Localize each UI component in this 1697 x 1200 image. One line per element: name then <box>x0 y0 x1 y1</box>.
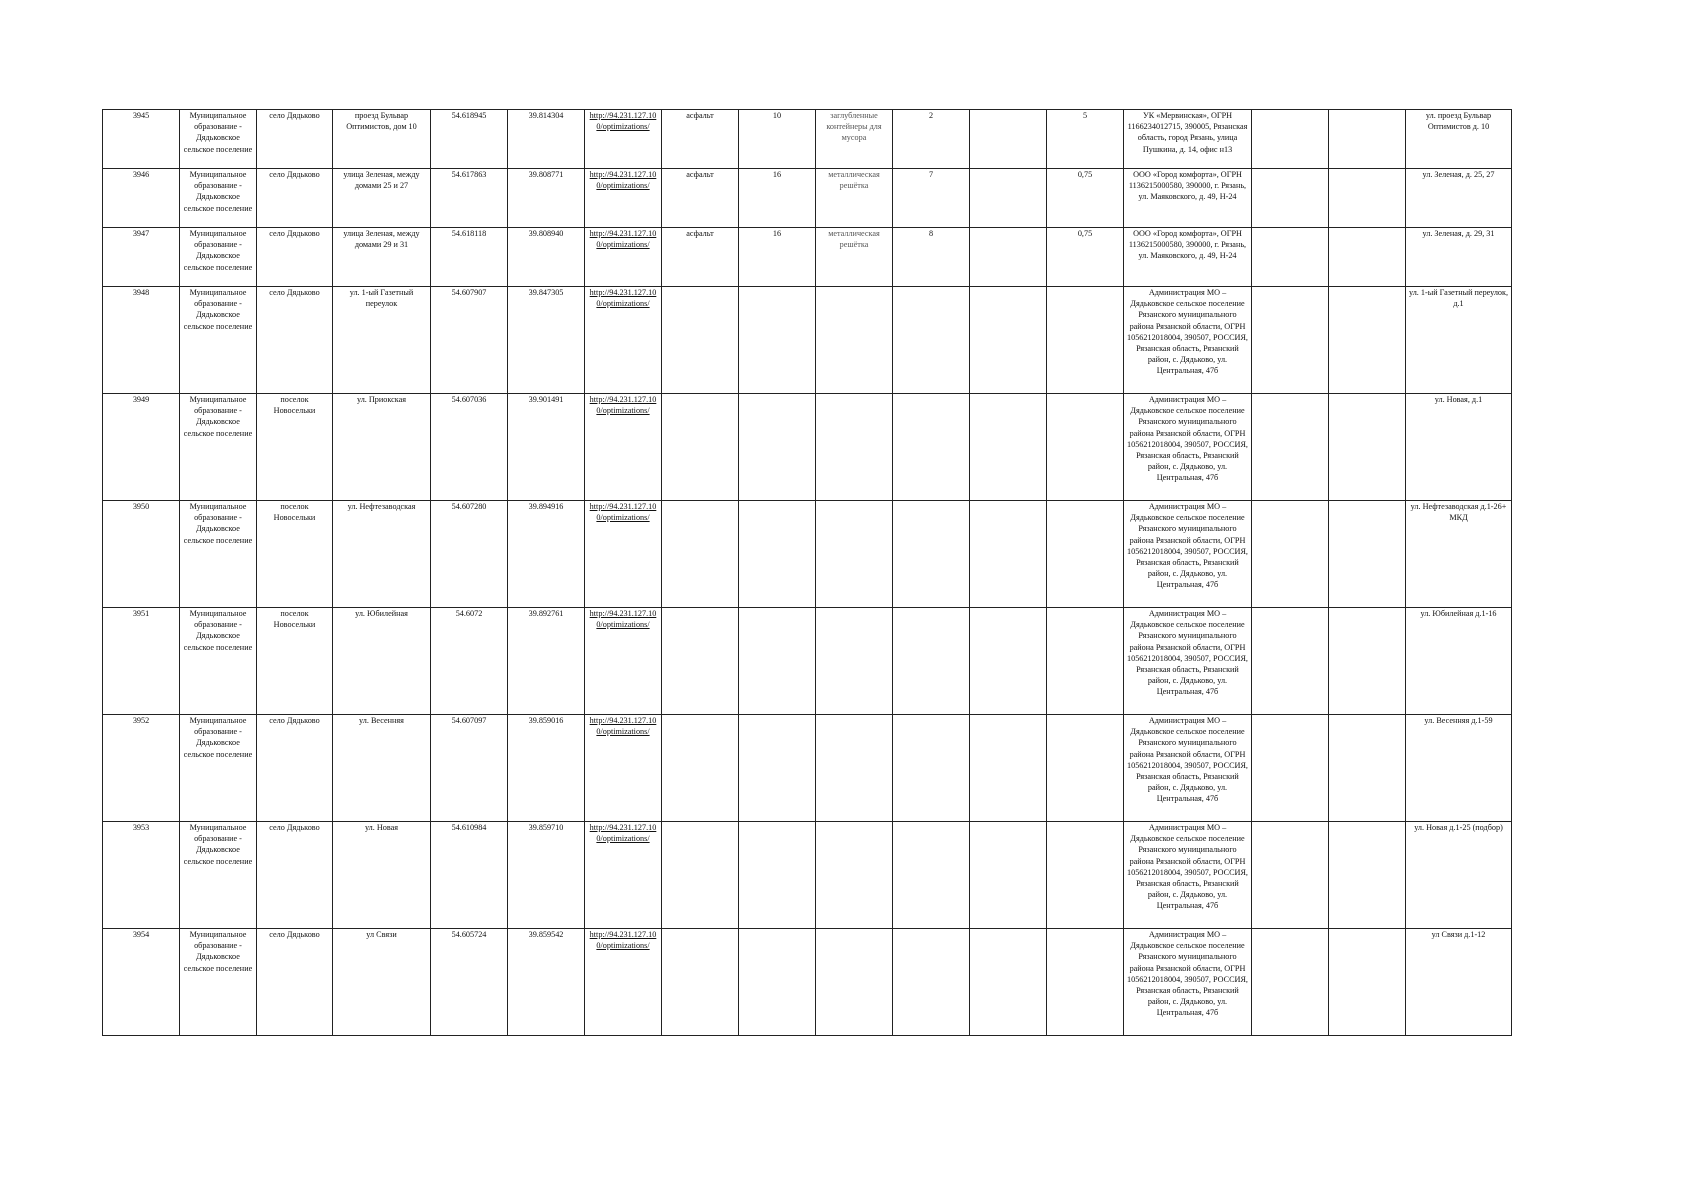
extra-cell <box>970 394 1047 501</box>
waste-sources-cell: ул. Зеленая, д. 29, 31 <box>1406 228 1512 287</box>
longitude-cell: 39.808771 <box>508 169 585 228</box>
longitude-cell: 39.859016 <box>508 715 585 822</box>
empty-cell-15 <box>1252 394 1329 501</box>
empty-cell-16 <box>1329 169 1406 228</box>
address-cell: улица Зеленая, между домами 25 и 27 <box>333 169 431 228</box>
row-number-cell: 3945 <box>103 110 180 169</box>
extra-cell <box>970 608 1047 715</box>
owner-cell <box>1124 110 1252 169</box>
volume-cell: 0,75 <box>1047 169 1124 228</box>
settlement-cell: село Дядьково <box>257 169 333 228</box>
owner-text: Администрация МО – Дядьковское сельское поселение Рязанского муниципального района Рязанской области, ОГРН 1056212018004, 390507, РОССИЯ, Рязанская область, Рязанский район, с. Дядьково, ул. Центральная, 47б <box>1127 716 1248 804</box>
municipality-cell: Муниципальное образование - Дядьковское сельское поселение <box>180 822 257 929</box>
address-cell: ул Связи <box>333 929 431 1036</box>
longitude-cell: 39.808940 <box>508 228 585 287</box>
empty-cell-16 <box>1329 929 1406 1036</box>
longitude-cell: 39.859710 <box>508 822 585 929</box>
longitude-cell: 39.859542 <box>508 929 585 1036</box>
map-link-cell[interactable] <box>585 929 662 1036</box>
owner-cell <box>1124 394 1252 501</box>
latitude-cell: 54.617863 <box>431 169 508 228</box>
registry-table <box>102 109 1512 1036</box>
row-number-cell: 3954 <box>103 929 180 1036</box>
map-link[interactable]: http://94.231.127.10 0/optimizations/ <box>589 395 657 416</box>
waste-sources-cell: ул. проезд Бульвар Оптимистов д. 10 <box>1406 110 1512 169</box>
row-number-cell: 3952 <box>103 715 180 822</box>
address-cell: проезд Бульвар Оптимистов, дом 10 <box>333 110 431 169</box>
map-link-cell[interactable] <box>585 394 662 501</box>
container-count-cell <box>893 822 970 929</box>
waste-sources-cell: ул. Весенняя д.1-59 <box>1406 715 1512 822</box>
surface-cell <box>662 715 739 822</box>
surface-cell <box>662 608 739 715</box>
longitude-cell: 39.901491 <box>508 394 585 501</box>
container-count-cell <box>893 501 970 608</box>
area-cell <box>739 501 816 608</box>
container-count-cell <box>893 287 970 394</box>
table-row <box>103 822 1512 929</box>
surface-cell: асфальт <box>662 110 739 169</box>
container-type-cell <box>816 929 893 1036</box>
waste-sources-cell: ул. Новая, д.1 <box>1406 394 1512 501</box>
settlement-cell: село Дядьково <box>257 228 333 287</box>
extra-cell <box>970 228 1047 287</box>
container-count-cell <box>893 394 970 501</box>
empty-cell-15 <box>1252 287 1329 394</box>
volume-cell <box>1047 715 1124 822</box>
table-row <box>103 228 1512 287</box>
address-cell: ул. Юбилейная <box>333 608 431 715</box>
row-number-cell: 3949 <box>103 394 180 501</box>
latitude-cell: 54.6072 <box>431 608 508 715</box>
surface-cell <box>662 929 739 1036</box>
owner-cell <box>1124 715 1252 822</box>
area-cell <box>739 394 816 501</box>
container-type-cell: металлическая решётка <box>816 169 893 228</box>
container-type-cell <box>816 287 893 394</box>
latitude-cell: 54.605724 <box>431 929 508 1036</box>
volume-cell: 5 <box>1047 110 1124 169</box>
map-link[interactable]: http://94.231.127.10 0/optimizations/ <box>589 170 657 191</box>
empty-cell-15 <box>1252 608 1329 715</box>
registry-table-body <box>103 110 1512 1036</box>
map-link-cell[interactable] <box>585 287 662 394</box>
empty-cell-16 <box>1329 501 1406 608</box>
municipality-cell: Муниципальное образование - Дядьковское сельское поселение <box>180 394 257 501</box>
map-link-cell[interactable] <box>585 169 662 228</box>
address-cell: ул. Новая <box>333 822 431 929</box>
municipality-cell: Муниципальное образование - Дядьковское сельское поселение <box>180 608 257 715</box>
latitude-cell: 54.607036 <box>431 394 508 501</box>
empty-cell-16 <box>1329 608 1406 715</box>
municipality-cell: Муниципальное образование - Дядьковское сельское поселение <box>180 501 257 608</box>
volume-cell: 0,75 <box>1047 228 1124 287</box>
table-row <box>103 394 1512 501</box>
map-link-cell[interactable] <box>585 715 662 822</box>
owner-cell <box>1124 929 1252 1036</box>
empty-cell-15 <box>1252 929 1329 1036</box>
surface-cell <box>662 394 739 501</box>
map-link[interactable]: http://94.231.127.10 0/optimizations/ <box>589 716 657 737</box>
waste-sources-cell: ул. Юбилейная д.1-16 <box>1406 608 1512 715</box>
container-type-cell: металлическая решётка <box>816 228 893 287</box>
owner-cell <box>1124 287 1252 394</box>
waste-sources-cell: ул. Зеленая, д. 25, 27 <box>1406 169 1512 228</box>
map-link[interactable]: http://94.231.127.10 0/optimizations/ <box>589 288 657 309</box>
table-row <box>103 929 1512 1036</box>
owner-text: Администрация МО – Дядьковское сельское поселение Рязанского муниципального района Рязанской области, ОГРН 1056212018004, 390507, РОССИЯ, Рязанская область, Рязанский район, с. Дядьково, ул. Центральная, 47б <box>1127 502 1248 590</box>
address-cell: ул. Нефтезаводская <box>333 501 431 608</box>
municipality-cell: Муниципальное образование - Дядьковское сельское поселение <box>180 228 257 287</box>
extra-cell <box>970 715 1047 822</box>
owner-cell <box>1124 608 1252 715</box>
container-count-cell <box>893 715 970 822</box>
longitude-cell: 39.814304 <box>508 110 585 169</box>
empty-cell-16 <box>1329 822 1406 929</box>
map-link[interactable]: http://94.231.127.10 0/optimizations/ <box>589 111 657 132</box>
empty-cell-16 <box>1329 228 1406 287</box>
empty-cell-16 <box>1329 287 1406 394</box>
row-number-cell: 3950 <box>103 501 180 608</box>
owner-text: Администрация МО – Дядьковское сельское поселение Рязанского муниципального района Рязанской области, ОГРН 1056212018004, 390507, РОССИЯ, Рязанская область, Рязанский район, с. Дядьково, ул. Центральная, 47б <box>1127 609 1248 697</box>
owner-text: Администрация МО – Дядьковское сельское поселение Рязанского муниципального района Рязанской области, ОГРН 1056212018004, 390507, РОССИЯ, Рязанская область, Рязанский район, с. Дядьково, ул. Центральная, 47б <box>1127 395 1248 483</box>
container-type-cell <box>816 501 893 608</box>
map-link-cell[interactable] <box>585 501 662 608</box>
longitude-cell: 39.894916 <box>508 501 585 608</box>
container-type-cell <box>816 394 893 501</box>
volume-cell <box>1047 929 1124 1036</box>
municipality-cell: Муниципальное образование - Дядьковское сельское поселение <box>180 929 257 1036</box>
container-type-cell: заглубленные контейнеры для мусора <box>816 110 893 169</box>
table-row <box>103 169 1512 228</box>
extra-cell <box>970 287 1047 394</box>
municipality-cell: Муниципальное образование - Дядьковское сельское поселение <box>180 169 257 228</box>
area-cell <box>739 287 816 394</box>
surface-cell: асфальт <box>662 228 739 287</box>
map-link-cell[interactable] <box>585 822 662 929</box>
volume-cell <box>1047 501 1124 608</box>
waste-sources-cell: ул. 1-ый Газетный переулок, д.1 <box>1406 287 1512 394</box>
map-link[interactable]: http://94.231.127.10 0/optimizations/ <box>589 823 657 844</box>
settlement-cell: поселок Новосельки <box>257 394 333 501</box>
area-cell: 16 <box>739 169 816 228</box>
table-row <box>103 608 1512 715</box>
empty-cell-15 <box>1252 169 1329 228</box>
container-count-cell <box>893 929 970 1036</box>
waste-sources-cell: ул Связи д.1-12 <box>1406 929 1512 1036</box>
table-row <box>103 715 1512 822</box>
table-row <box>103 501 1512 608</box>
container-type-cell <box>816 715 893 822</box>
area-cell: 16 <box>739 228 816 287</box>
surface-cell: асфальт <box>662 169 739 228</box>
settlement-cell: село Дядьково <box>257 110 333 169</box>
waste-sources-cell: ул. Новая д.1-25 (подбор) <box>1406 822 1512 929</box>
map-link-cell[interactable] <box>585 110 662 169</box>
volume-cell <box>1047 822 1124 929</box>
surface-cell <box>662 501 739 608</box>
empty-cell-15 <box>1252 822 1329 929</box>
longitude-cell: 39.847305 <box>508 287 585 394</box>
area-cell <box>739 929 816 1036</box>
volume-cell <box>1047 394 1124 501</box>
extra-cell <box>970 822 1047 929</box>
map-link-cell[interactable] <box>585 608 662 715</box>
map-link-cell[interactable] <box>585 228 662 287</box>
longitude-cell: 39.892761 <box>508 608 585 715</box>
map-link[interactable]: http://94.231.127.10 0/optimizations/ <box>589 930 657 951</box>
table-row <box>103 110 1512 169</box>
owner-text: ООО «Город комфорта», ОГРН 1136215000580, 390000, г. Рязань, ул. Маяковского, д. 49, Н-24 <box>1128 229 1247 261</box>
area-cell: 10 <box>739 110 816 169</box>
owner-text: Администрация МО – Дядьковское сельское поселение Рязанского муниципального района Рязанской области, ОГРН 1056212018004, 390507, РОССИЯ, Рязанская область, Рязанский район, с. Дядьково, ул. Центральная, 47б <box>1127 823 1248 911</box>
empty-cell-15 <box>1252 501 1329 608</box>
extra-cell <box>970 110 1047 169</box>
empty-cell-16 <box>1329 715 1406 822</box>
municipality-cell: Муниципальное образование - Дядьковское сельское поселение <box>180 715 257 822</box>
settlement-cell: поселок Новосельки <box>257 501 333 608</box>
container-type-cell <box>816 608 893 715</box>
surface-cell <box>662 287 739 394</box>
municipality-cell: Муниципальное образование - Дядьковское сельское поселение <box>180 110 257 169</box>
latitude-cell: 54.618118 <box>431 228 508 287</box>
owner-text: ООО «Город комфорта», ОГРН 1136215000580, 390000, г. Рязань, ул. Маяковского, д. 49, Н-24 <box>1128 170 1247 202</box>
row-number-cell: 3947 <box>103 228 180 287</box>
container-count-cell <box>893 608 970 715</box>
owner-text: Администрация МО – Дядьковское сельское поселение Рязанского муниципального района Рязанской области, ОГРН 1056212018004, 390507, РОССИЯ, Рязанская область, Рязанский район, с. Дядьково, ул. Центральная, 47б <box>1127 288 1248 376</box>
empty-cell-15 <box>1252 228 1329 287</box>
empty-cell-15 <box>1252 110 1329 169</box>
row-number-cell: 3946 <box>103 169 180 228</box>
extra-cell <box>970 169 1047 228</box>
empty-cell-15 <box>1252 715 1329 822</box>
empty-cell-16 <box>1329 110 1406 169</box>
latitude-cell: 54.618945 <box>431 110 508 169</box>
area-cell <box>739 715 816 822</box>
address-cell: ул. 1-ый Газетный переулок <box>333 287 431 394</box>
owner-cell <box>1124 822 1252 929</box>
latitude-cell: 54.607097 <box>431 715 508 822</box>
settlement-cell: село Дядьково <box>257 287 333 394</box>
address-cell: улица Зеленая, между домами 29 и 31 <box>333 228 431 287</box>
row-number-cell: 3953 <box>103 822 180 929</box>
volume-cell <box>1047 608 1124 715</box>
area-cell <box>739 608 816 715</box>
waste-sources-cell: ул. Нефтезаводская д.1-26+ МКД <box>1406 501 1512 608</box>
latitude-cell: 54.610984 <box>431 822 508 929</box>
map-link[interactable]: http://94.231.127.10 0/optimizations/ <box>589 609 657 630</box>
extra-cell <box>970 929 1047 1036</box>
map-link[interactable]: http://94.231.127.10 0/optimizations/ <box>589 229 657 250</box>
extra-cell <box>970 501 1047 608</box>
owner-cell <box>1124 228 1252 287</box>
container-count-cell: 7 <box>893 169 970 228</box>
table-row <box>103 287 1512 394</box>
container-type-cell <box>816 822 893 929</box>
settlement-cell: село Дядьково <box>257 822 333 929</box>
map-link[interactable]: http://94.231.127.10 0/optimizations/ <box>589 502 657 523</box>
latitude-cell: 54.607280 <box>431 501 508 608</box>
surface-cell <box>662 822 739 929</box>
owner-text: Администрация МО – Дядьковское сельское поселение Рязанского муниципального района Рязанской области, ОГРН 1056212018004, 390507, РОССИЯ, Рязанская область, Рязанский район, с. Дядьково, ул. Центральная, 47б <box>1127 930 1248 1018</box>
container-count-cell: 2 <box>893 110 970 169</box>
row-number-cell: 3951 <box>103 608 180 715</box>
latitude-cell: 54.607907 <box>431 287 508 394</box>
row-number-cell: 3948 <box>103 287 180 394</box>
owner-cell <box>1124 501 1252 608</box>
municipality-cell: Муниципальное образование - Дядьковское сельское поселение <box>180 287 257 394</box>
area-cell <box>739 822 816 929</box>
address-cell: ул. Приокская <box>333 394 431 501</box>
settlement-cell: село Дядьково <box>257 929 333 1036</box>
owner-text: УК «Мервинская», ОГРН 1166234012715, 390005, Рязанская область, город Рязань, улица Пушкина, д. 14, офис н13 <box>1127 111 1248 154</box>
container-count-cell: 8 <box>893 228 970 287</box>
empty-cell-16 <box>1329 394 1406 501</box>
owner-cell <box>1124 169 1252 228</box>
volume-cell <box>1047 287 1124 394</box>
settlement-cell: село Дядьково <box>257 715 333 822</box>
address-cell: ул. Весенняя <box>333 715 431 822</box>
settlement-cell: поселок Новосельки <box>257 608 333 715</box>
